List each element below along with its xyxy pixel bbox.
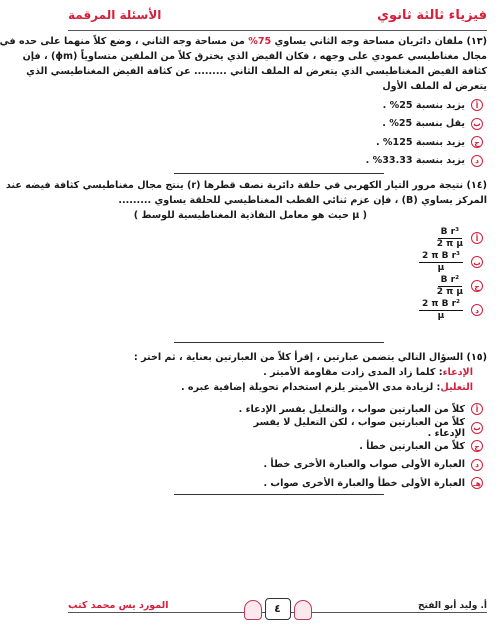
page-footer <box>68 598 487 626</box>
q14-number: (١٤) <box>466 180 487 191</box>
q13-line-3: كثافة الفيض المغناطيسي الذي يتعرض له الملف الثاني ......... عن كثافة الفيض المغناطيسي الذي <box>26 66 487 77</box>
fraction: $\frac{\text{2 π B r³}}{\mu}$ <box>419 251 463 274</box>
page-header <box>68 8 487 32</box>
q15-reason: التعليل: لزيادة مدى الأميتر يلزم استخدام تحويلة إضافية عبره . <box>180 382 473 393</box>
option-text: كلاً من العبارتين خطأ . <box>359 440 465 452</box>
q15-options <box>223 400 483 493</box>
q13-line-4: يتعرض له الملف الأول <box>382 81 487 92</box>
q15-number: (١٥) <box>466 352 487 363</box>
header-divider <box>68 30 487 31</box>
q13-option-c[interactable] <box>283 133 483 152</box>
q13-options <box>283 96 483 170</box>
option-text: كلاً من العبارتين صواب ، لكن التعليل لا يفسر الإدعاء . <box>253 416 465 439</box>
q14-option-a[interactable] <box>363 226 483 250</box>
series-name: المورد يس محمد كتب <box>68 600 172 611</box>
option-bubble[interactable]: ج <box>471 136 483 148</box>
page-number: ٤ <box>265 598 291 620</box>
q15-claim: الإدعاء: كلما زاد المدى زادت مقاومة الأميتر . <box>263 367 473 378</box>
q13-line-2: مجال مغناطيسي عمودي على وجهه ، فكان الفيض الذي يخترق كلاً من الملفين متساوياً (ϕm) ، فإن <box>22 51 487 62</box>
option-bubble[interactable]: ب <box>471 118 483 130</box>
q14-option-c[interactable] <box>363 274 483 298</box>
hand-icon <box>244 600 262 620</box>
section-divider <box>174 342 384 343</box>
section-title: الأسئلة المرقمة <box>68 8 162 22</box>
q15-option-c[interactable] <box>223 437 483 456</box>
section-divider <box>174 494 384 495</box>
question-14 <box>5 178 487 223</box>
option-bubble[interactable]: ج <box>471 280 483 292</box>
subject-title: فيزياء ثالثة ثانوي <box>377 8 487 23</box>
option-text: العبارة الأولى صواب والعبارة الأخرى خطأ . <box>263 459 465 471</box>
option-bubble[interactable]: هـ <box>471 477 483 489</box>
option-text: يزيد بنسبة 125% . <box>375 136 465 148</box>
option-bubble[interactable]: أ <box>471 403 483 415</box>
q14-line-1: (١٤) نتيجة مرور التيار الكهربي في حلقة دائرية نصف قطرها (r) ينتج مجال مغناطيسي كثافة فيضه عند <box>5 180 487 191</box>
option-text: يزيد بنسبة 25% . <box>382 99 465 111</box>
q15-line-1: (١٥) السؤال التالي يتضمن عبارتين ، إقرأ كلاً من العبارتين بعناية ، ثم اختر : <box>133 352 487 363</box>
fraction: $\frac{\text{B r²}}{\text{2 π μ}}$ <box>436 274 463 297</box>
option-bubble[interactable]: د <box>471 155 483 167</box>
hand-icon <box>294 600 312 620</box>
q15-option-e[interactable] <box>223 474 483 493</box>
q13-option-d[interactable] <box>283 152 483 171</box>
option-text: العبارة الأولى خطأ والعبارة الأخرى صواب . <box>263 477 465 489</box>
q15-option-b[interactable] <box>223 416 483 439</box>
fraction: $\frac{\text{2 π B r²}}{\mu}$ <box>419 299 463 322</box>
claim-label: الإدعاء <box>442 367 473 378</box>
q14-option-d[interactable] <box>363 298 483 322</box>
q13-percent: 75% <box>248 36 272 47</box>
q13-option-b[interactable] <box>283 115 483 134</box>
reason-label: التعليل <box>440 382 473 393</box>
option-bubble[interactable]: ب <box>471 422 483 434</box>
option-bubble[interactable]: د <box>471 459 483 471</box>
option-bubble[interactable]: ج <box>471 440 483 452</box>
q15-option-a[interactable] <box>223 400 483 419</box>
question-15 <box>68 350 487 395</box>
q14-option-b[interactable] <box>363 250 483 274</box>
option-bubble[interactable]: ب <box>471 256 483 268</box>
q14-options <box>363 226 483 322</box>
option-text: كلاً من العبارتين صواب ، والتعليل يفسر الإدعاء . <box>238 403 465 415</box>
option-text: يقل بنسبة 25% . <box>382 118 465 130</box>
option-bubble[interactable]: د <box>471 304 483 316</box>
q14-line-2: المركز يساوي (B) ، فإن عزم ثنائي القطب المغناطيسي للحلقة يساوي ......... <box>118 195 487 206</box>
q14-line-3: ( μ حيث هو معامل النفاذية المغناطيسية للوسط ) <box>133 210 367 221</box>
author-name: أ. وليد أبو الفتح <box>414 601 487 611</box>
q13-option-a[interactable] <box>283 96 483 115</box>
option-bubble[interactable]: أ <box>471 232 483 244</box>
q13-line-1: (١٣) ملفان دائريان مساحة وجه الثاني يساوي 75% من مساحة وجه الثاني ، وضع كلاً منهما على حده في <box>0 36 487 47</box>
fraction: $\frac{\text{B r³}}{\text{2 π μ}}$ <box>436 226 463 249</box>
option-bubble[interactable]: أ <box>471 99 483 111</box>
section-divider <box>174 173 384 174</box>
question-13 <box>0 34 487 94</box>
option-text: يزيد بنسبة 33.33% . <box>365 155 465 167</box>
q13-number: (١٣) <box>466 36 487 47</box>
q15-option-d[interactable] <box>223 456 483 475</box>
